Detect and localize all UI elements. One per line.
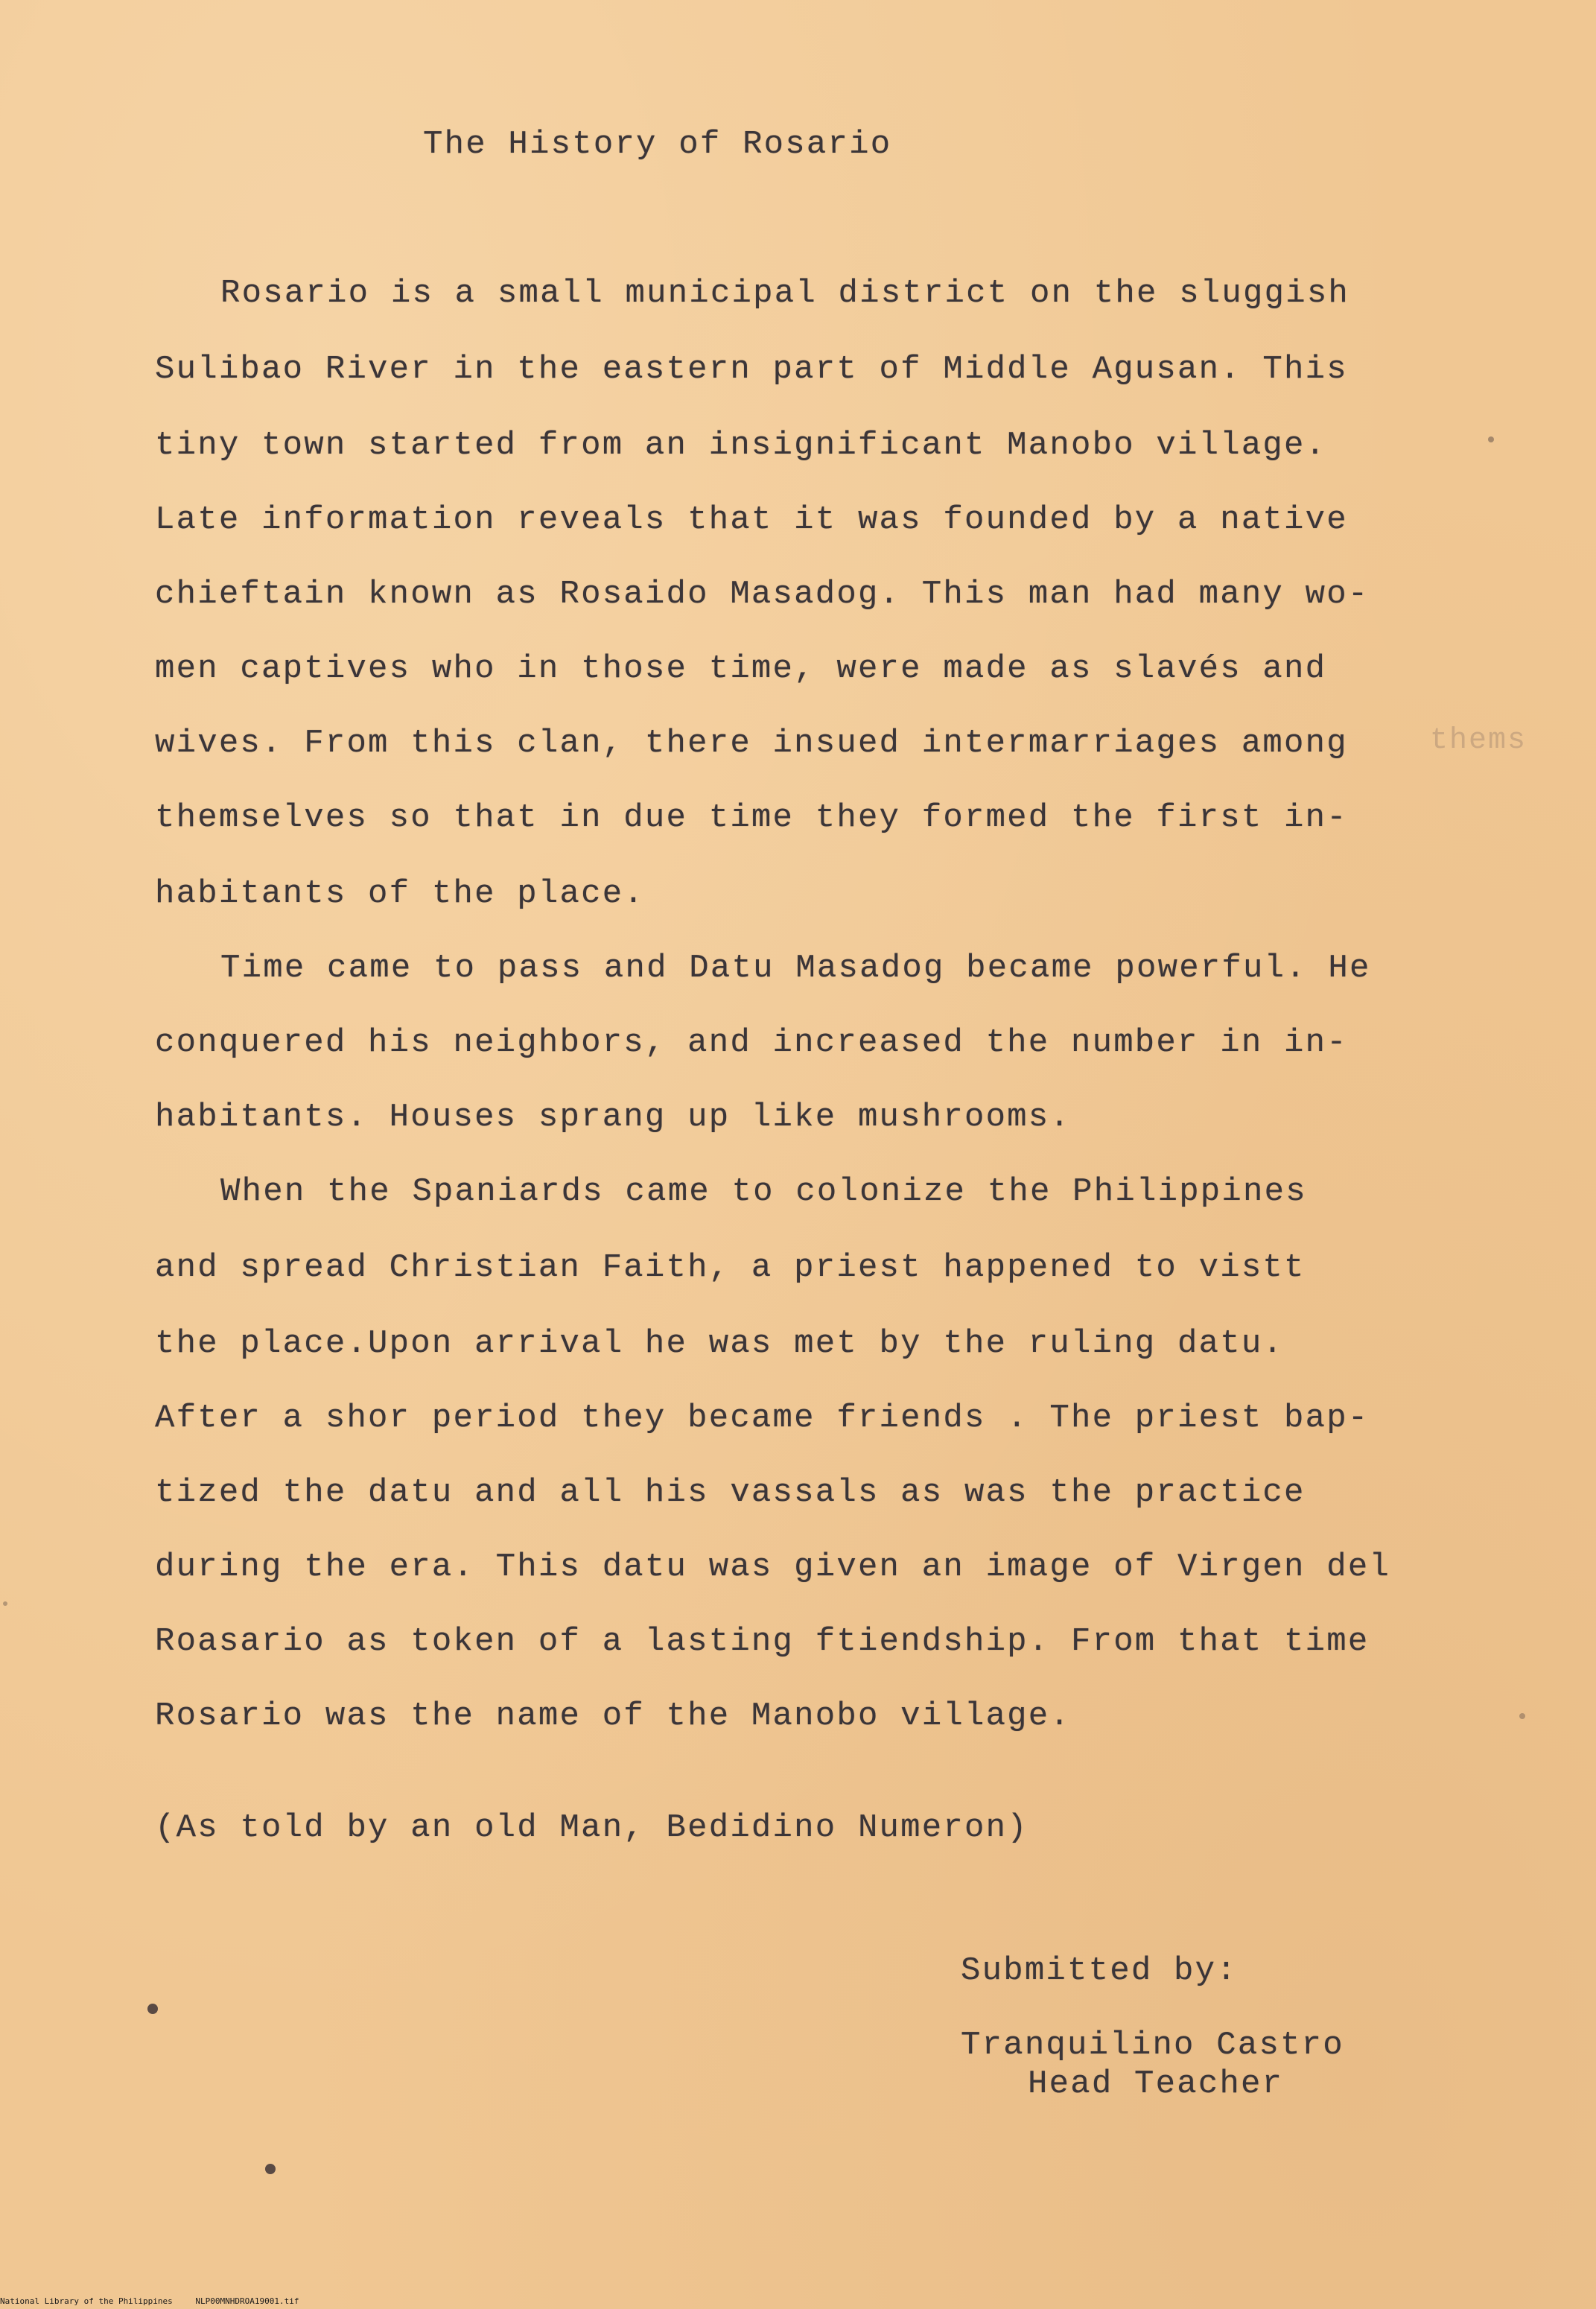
attribution: (As told by an old Man, Bedidino Numeron) bbox=[155, 1809, 1029, 1846]
paragraph-line: tized the datu and all his vassals as was the practice bbox=[155, 1474, 1306, 1511]
signatory-name: Tranquilino Castro bbox=[961, 2027, 1344, 2064]
paragraph-line: Roasario as token of a lasting ftiendship. From that time bbox=[155, 1623, 1370, 1660]
paragraph-line: wives. From this clan, there insued intermarriages among bbox=[155, 725, 1348, 762]
signatory-position: Head Teacher bbox=[1028, 2065, 1284, 2103]
paragraph-line: Sulibao River in the eastern part of Middle Agusan. This bbox=[155, 351, 1348, 388]
paragraph-line: the place.Upon arrival he was met by the ruling datu. bbox=[155, 1325, 1285, 1362]
paragraph-line: and spread Christian Faith, a priest happened to vistt bbox=[155, 1249, 1306, 1286]
submitted-by-label: Submitted by: bbox=[961, 1952, 1238, 1989]
paragraph-line: men captives who in those time, were made as slavés and bbox=[155, 650, 1327, 687]
paragraph-line: Time came to pass and Datu Masadog became powerful. He bbox=[220, 950, 1371, 987]
faint-overtype: thems bbox=[1430, 724, 1527, 758]
paragraph-line: conquered his neighbors, and increased the number in in- bbox=[155, 1024, 1348, 1061]
paragraph-line: themselves so that in due time they formed the first in- bbox=[155, 799, 1348, 836]
paragraph-line: habitants of the place. bbox=[155, 875, 645, 912]
footer-file-name: NLP00MNHDROA19001.tif bbox=[195, 2296, 299, 2306]
paragraph-line: tiny town started from an insignificant Manobo village. bbox=[155, 427, 1327, 464]
ink-speck bbox=[1488, 436, 1494, 442]
ink-speck bbox=[1519, 1713, 1525, 1719]
document-title: The History of Rosario bbox=[423, 126, 892, 163]
scan-footer bbox=[0, 2297, 317, 2305]
paragraph-line: habitants. Houses sprang up like mushrooms. bbox=[155, 1099, 1071, 1136]
paragraph-line: Rosario was the name of the Manobo village. bbox=[155, 1697, 1071, 1735]
paragraph-line: Rosario is a small municipal district on the sluggish bbox=[220, 275, 1350, 312]
paragraph-line: chieftain known as Rosaido Masadog. This man had many wo- bbox=[155, 576, 1370, 613]
footer-institution: National Library of the Philippines bbox=[0, 2296, 173, 2306]
ink-speck bbox=[147, 2004, 158, 2014]
ink-speck bbox=[3, 1601, 7, 1606]
ink-speck bbox=[265, 2164, 276, 2174]
paragraph-line: during the era. This datu was given an image of Virgen del bbox=[155, 1549, 1391, 1586]
paragraph-line: After a shor period they became friends . The priest bap- bbox=[155, 1400, 1370, 1437]
paragraph-line: Late information reveals that it was founded by a native bbox=[155, 501, 1348, 539]
paragraph-line: When the Spaniards came to colonize the Philippines bbox=[220, 1173, 1307, 1210]
